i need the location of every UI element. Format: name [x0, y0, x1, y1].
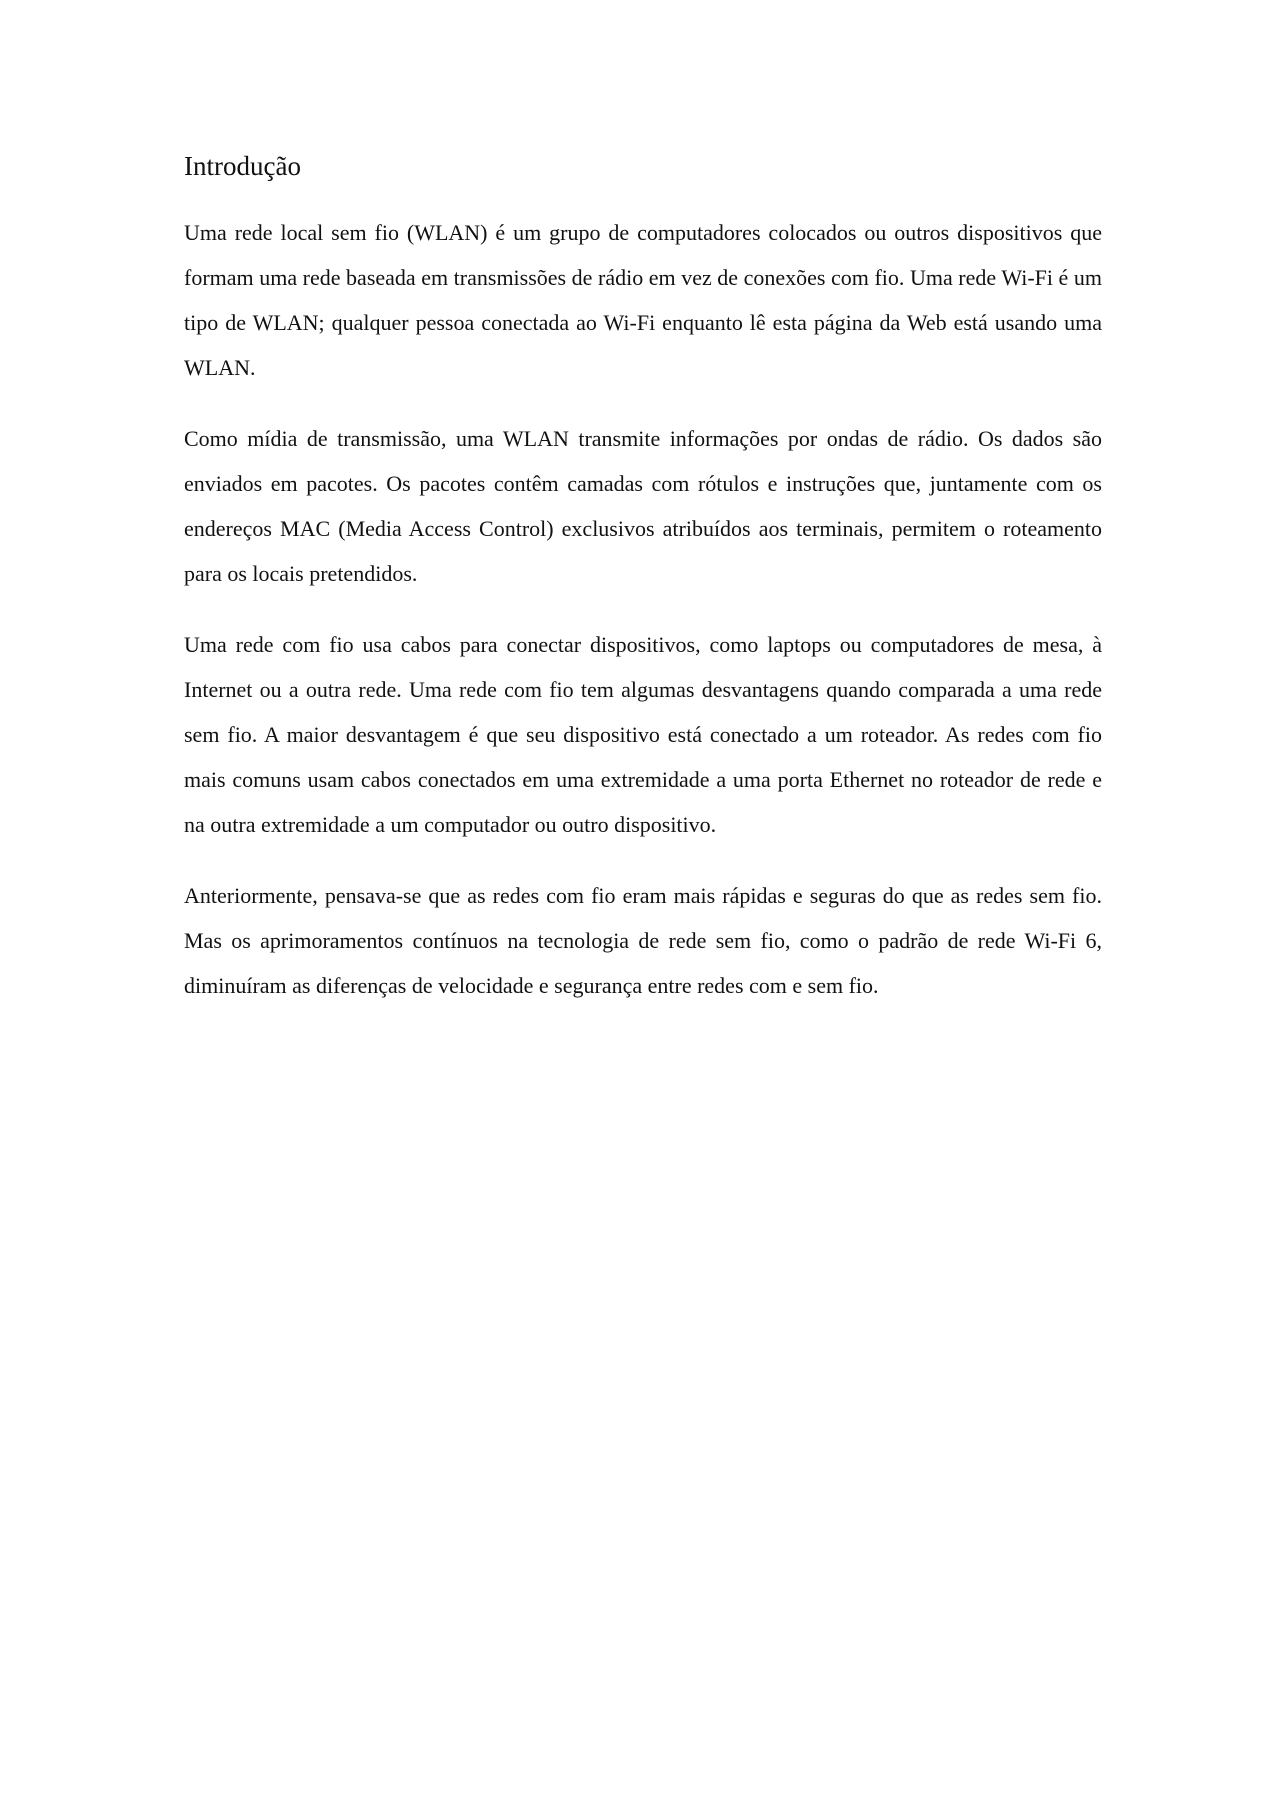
paragraph-4: Anteriormente, pensava-se que as redes com fio eram mais rápidas e seguras do que as redes sem fio. Mas os aprimoramentos contínuos na tecnologia de rede sem fio, como o padrão de rede Wi-Fi 6, diminuíram as diferenças de velocidade e segurança entre redes com e sem fio.	[184, 883, 1102, 999]
section-title: Introdução	[184, 151, 301, 181]
paragraph-3: Uma rede com fio usa cabos para conectar dispositivos, como laptops ou computadores de mesa, à Internet ou a outra rede. Uma rede com fio tem algumas desvantagens quando comparada a uma rede sem fio. A maior desvantagem é que seu dispositivo está conectado a um roteador. As redes com fio mais comuns usam cabos conectados em uma extremidade a uma porta Ethernet no roteador de rede e na outra extremidade a um computador ou outro dispositivo.	[184, 632, 1102, 838]
document-body	[184, 150, 1102, 1034]
paragraph-1: Uma rede local sem fio (WLAN) é um grupo de computadores colocados ou outros dispositivos que formam uma rede baseada em transmissões de rádio em vez de conexões com fio. Uma rede Wi-Fi é um tipo de WLAN; qualquer pessoa conectada ao Wi-Fi enquanto lê esta página da Web está usando uma WLAN.	[184, 220, 1102, 381]
paragraph-2: Como mídia de transmissão, uma WLAN transmite informações por ondas de rádio. Os dados são enviados em pacotes. Os pacotes contêm camadas com rótulos e instruções que, juntamente com os endereços MAC (Media Access Control) exclusivos atribuídos aos terminais, permitem o roteamento para os locais pretendidos.	[184, 426, 1102, 587]
